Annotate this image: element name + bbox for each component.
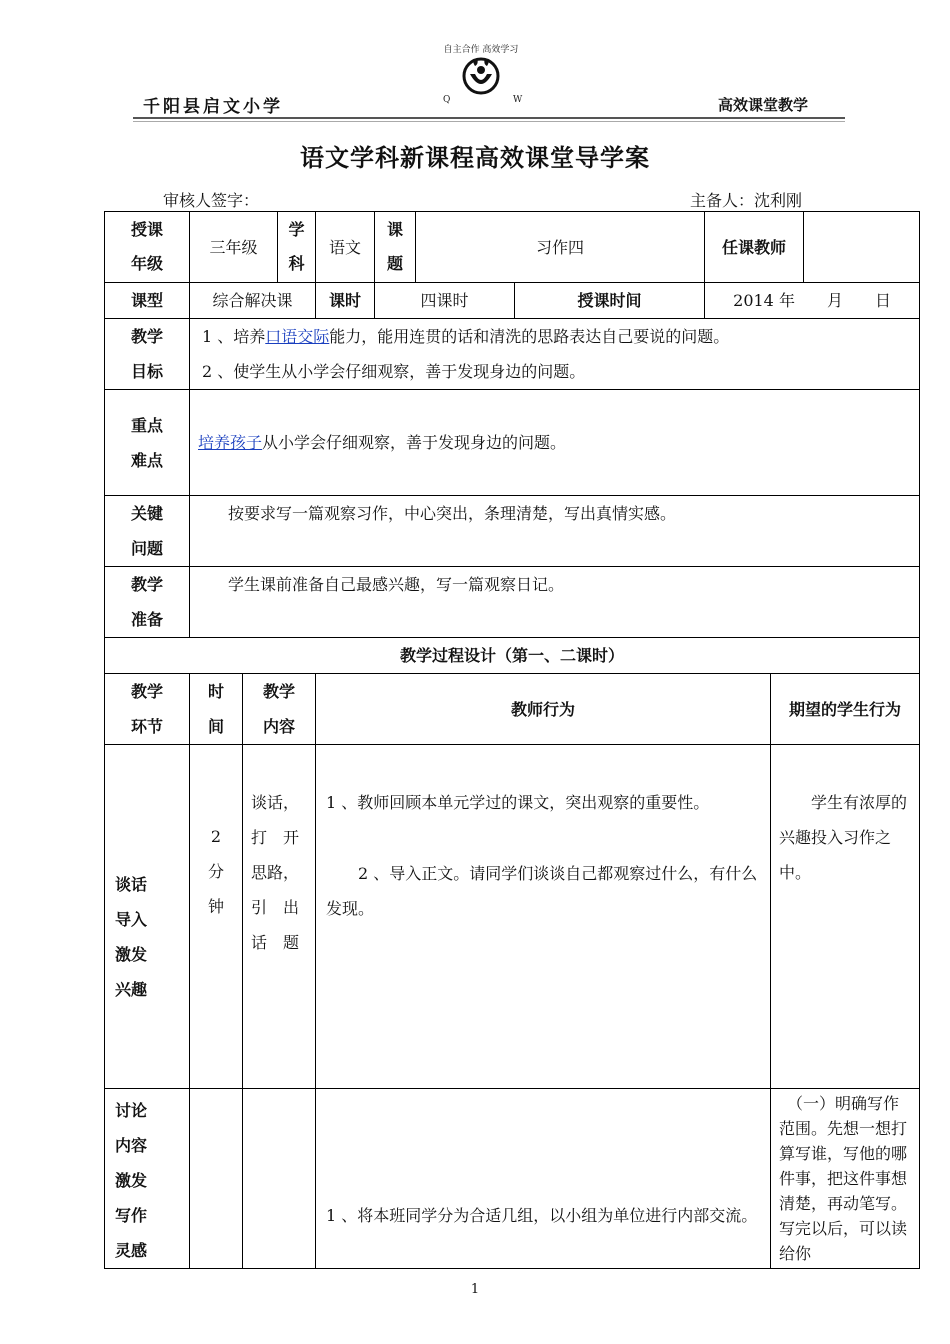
subject-label: 学科: [278, 212, 316, 283]
lesson-time-value: 2014 年 月 日: [705, 283, 920, 319]
oral-communication-link[interactable]: 口语交际: [265, 327, 330, 346]
lesson-plan-table: [104, 211, 920, 1269]
student-behavior-cell: 学生有浓厚的兴趣投入习作之中。: [771, 745, 920, 1089]
key-question-content: 按要求写一篇观察习作，中心突出，条理清楚，写出真情实感。: [190, 496, 920, 567]
content-cell: 谈话， 打 开 思路， 引 出 话 题: [243, 745, 316, 1089]
school-logo: [425, 38, 537, 110]
hours-label: 课时: [316, 283, 375, 319]
hours-value: 四课时: [375, 283, 515, 319]
process-title: 教学过程设计（第一、二课时）: [105, 638, 920, 674]
header-rule-thin: [133, 121, 845, 122]
document-title: 语文学科新课程高效课堂导学案: [300, 143, 650, 172]
page-number: 1: [470, 1282, 480, 1297]
teacher-step-2: 2 、导入正文。请同学们谈谈自己都观察过什么，有什么发现。: [326, 864, 758, 918]
subject-value: 语文: [316, 212, 375, 283]
cultivate-children-link[interactable]: 培养孩子: [198, 433, 263, 452]
lesson-type-label: 课型: [105, 283, 190, 319]
student-behavior-cell-2: （一）明确写作范围。先想一想打算写谁，写他的哪件事，把这件事想清楚，再动笔写。写完以后，可以读给你: [771, 1089, 920, 1269]
preparation-label: 教学准备: [105, 567, 190, 638]
lesson-time-label: 授课时间: [515, 283, 705, 319]
header-time: 时间: [190, 674, 243, 745]
topic-value: 习作四: [416, 212, 705, 283]
key-question-label: 关键问题: [105, 496, 190, 567]
preparer-label: 主备人：沈利刚: [690, 191, 803, 210]
teacher-step-1: 1 、教师回顾本单元学过的课文，突出观察的重要性。: [326, 793, 710, 812]
goals-content: [190, 319, 920, 390]
signature-label: 审核人签字：: [163, 191, 260, 210]
school-name: 千阳县启文小学: [143, 97, 283, 117]
grade-value: 三年级: [190, 212, 278, 283]
teacher-value: [804, 212, 920, 283]
content-cell-2: [243, 1089, 316, 1269]
teacher-behavior-cell-2: [316, 1089, 771, 1269]
header-stage: 教学环节: [105, 674, 190, 745]
time-cell: 2 分 钟: [190, 745, 243, 1089]
teacher-label: 任课教师: [705, 212, 804, 283]
logo-letter-w: W: [513, 95, 523, 105]
preparation-content: 学生课前准备自己最感兴趣，写一篇观察日记。: [190, 567, 920, 638]
header-rule: [133, 117, 845, 119]
time-cell-2: [190, 1089, 243, 1269]
teacher-behavior-cell: [316, 745, 771, 1089]
key-points-label: 重点难点: [105, 390, 190, 496]
brand-text: 高效课堂教学: [718, 96, 809, 114]
topic-label: 课题: [375, 212, 416, 283]
stage-cell-2: 讨论 内容 激发 写作 灵感: [105, 1089, 190, 1269]
goals-label: 教学目标: [105, 319, 190, 390]
header-content: 教学内容: [243, 674, 316, 745]
logo-letter-q: Q: [443, 95, 451, 105]
grade-label: 授课年级: [105, 212, 190, 283]
teacher-step-1b: 1 、将本班同学分为合适几组，以小组为单位进行内部交流。: [326, 1206, 758, 1225]
goal-line-1: 1 、培养口语交际能力，能用连贯的话和清洗的思路表达自己要说的问题。: [202, 327, 730, 346]
lesson-type-value: 综合解决课: [190, 283, 316, 319]
key-points-content: 培养孩子从小学会仔细观察，善于发现身边的问题。: [190, 390, 920, 496]
goal-line-2: 2 、使学生从小学会仔细观察，善于发现身边的问题。: [202, 362, 586, 381]
logo-motto: 自主合作 高效学习: [443, 45, 519, 55]
header-teacher-behavior: 教师行为: [316, 674, 771, 745]
header-student-behavior: 期望的学生行为: [771, 674, 920, 745]
stage-cell: 谈话 导入 激发 兴趣: [105, 745, 190, 1089]
